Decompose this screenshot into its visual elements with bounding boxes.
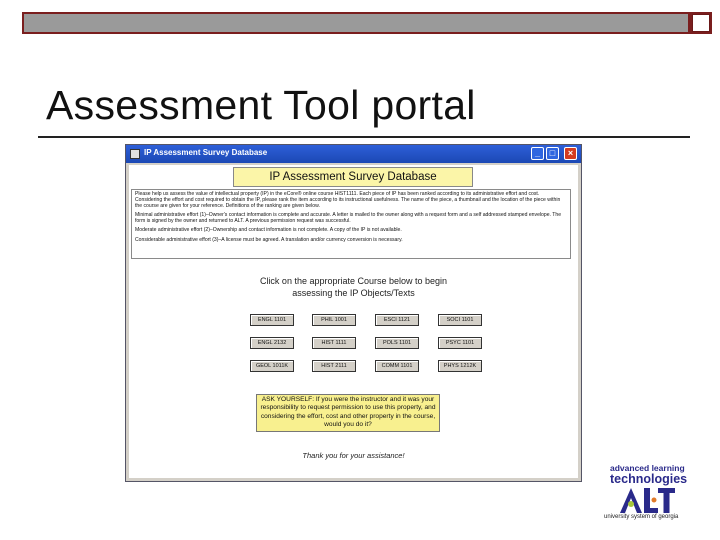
instructions-paragraph: Considerable administrative effort (3)–A license must be agreed. A translation and/or currency conversion is necessary.	[135, 236, 403, 243]
slide-title: Assessment Tool portal	[46, 82, 476, 128]
app-window	[125, 144, 582, 482]
window-titlebar[interactable]	[126, 145, 581, 163]
course-button-psyc-1101[interactable]: PSYC 1101	[438, 337, 482, 349]
alt-mark-icon	[618, 486, 676, 514]
slide-top-bar-fill	[24, 14, 688, 32]
slide-top-bar-box	[692, 14, 710, 32]
window-content	[129, 165, 578, 478]
course-button-geol-1011k[interactable]: GEOL 1011K	[250, 360, 294, 372]
course-button-phil-1001[interactable]: PHIL 1001	[312, 314, 356, 326]
title-divider	[38, 136, 690, 138]
app-header: IP Assessment Survey Database	[233, 167, 473, 187]
instructions-paragraph: Please help us assess the value of intellectual property (IP) in the eCore® online course HIST1111. Each piece of IP has been ranked according to its administrative effort and cost. Considering the effort and cost required to obtain the IP, please rank the item according to its instructional usefulness. The name of the piece, a thumbnail and the location of the piece within the course are given for your reference. Definitions of the ranking are given below.	[135, 191, 561, 210]
course-button-pols-1101[interactable]: POLS 1101	[375, 337, 419, 349]
instructions-panel	[131, 189, 571, 259]
course-button-engl-1101[interactable]: ENGL 1101	[250, 314, 294, 326]
course-button-phys-1212k[interactable]: PHYS 1212K	[438, 360, 482, 372]
ask-yourself-note: ASK YOURSELF: If you were the instructor and it was your responsibility to request permission to use this property, and considering the effort, cost and other property in the course, would you do it?	[256, 394, 440, 432]
course-prompt-line: Click on the appropriate Course below to begin	[259, 276, 448, 286]
course-button-hist-1111[interactable]: HIST 1111	[312, 337, 356, 349]
logo-line-usg: university system of georgia	[604, 514, 679, 520]
slide-top-bar	[22, 12, 712, 34]
logo-line-technologies: technologies	[610, 472, 688, 486]
course-prompt-line: assessing the IP Objects/Texts	[292, 288, 415, 298]
course-prompt	[129, 275, 578, 299]
minimize-button[interactable]: _	[531, 147, 544, 160]
course-button-comm-1101[interactable]: COMM 1101	[375, 360, 419, 372]
app-icon	[130, 149, 140, 159]
instructions-paragraph: Minimal administrative effort (1)–Owner's contact information is complete and accurate. A letter is mailed to the owner along with a request form and a self addressed stamped envelope. The form is signed by the owner and returned to ALT. A previous permission request was successful.	[135, 212, 562, 225]
course-button-hist-2111[interactable]: HIST 2111	[312, 360, 356, 372]
window-title: IP Assessment Survey Database	[144, 148, 268, 157]
course-button-soci-1101[interactable]: SOCI 1101	[438, 314, 482, 326]
close-button[interactable]: ×	[564, 147, 577, 160]
maximize-button[interactable]: □	[546, 147, 559, 160]
course-button-engl-2132[interactable]: ENGL 2132	[250, 337, 294, 349]
alt-logo	[598, 463, 702, 525]
thank-you-text: Thank you for your assistance!	[302, 451, 405, 460]
logo-line-advanced-learning: advanced learning	[610, 463, 685, 473]
course-button-esci-1121[interactable]: ESCI 1121	[375, 314, 419, 326]
instructions-paragraph: Moderate administrative effort (2)–Ownership and contact information is not complete. A copy of the IP is not available.	[135, 227, 402, 234]
